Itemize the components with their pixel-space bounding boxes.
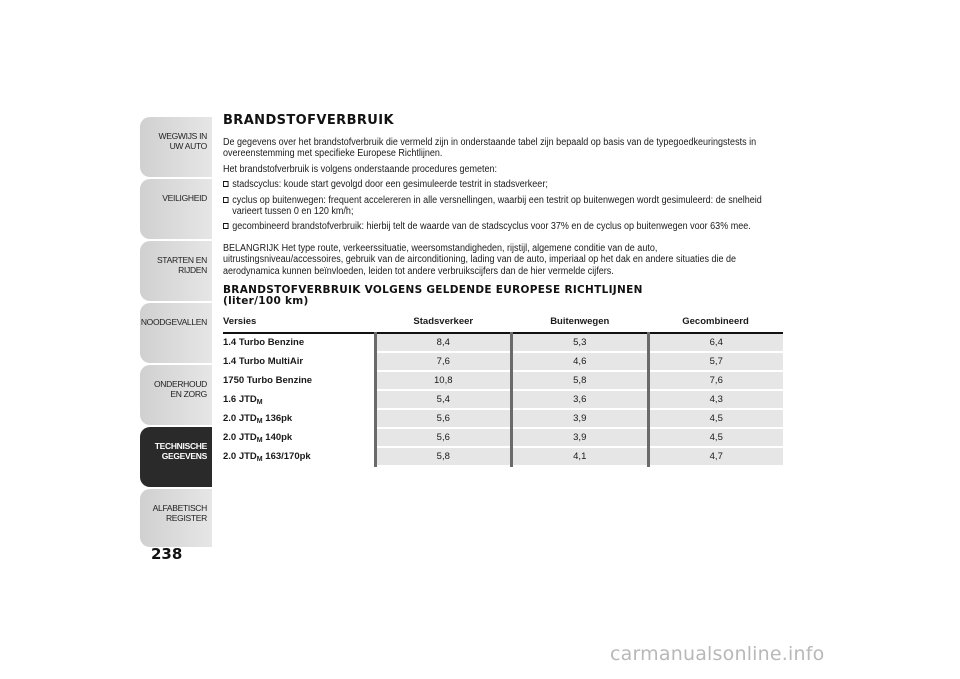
buitenwegen-cell: 5,3 [512, 333, 648, 352]
bullet-text: stadscyclus: koude start gevolgd door een gesimuleerde testrit in stadsverkeer; [232, 179, 548, 191]
stadsverkeer-cell: 5,8 [375, 447, 511, 466]
section-title: BRANDSTOFVERBRUIK [223, 113, 394, 128]
gecombineerd-cell: 7,6 [648, 371, 783, 390]
version-cell: 1.4 Turbo Benzine [223, 333, 375, 352]
header-stadsverkeer: Stadsverkeer [375, 316, 511, 333]
stadsverkeer-cell: 5,6 [375, 428, 511, 447]
table-row [223, 428, 783, 447]
table-title [223, 285, 783, 307]
bullet-item [223, 221, 775, 232]
buitenwegen-cell: 4,6 [512, 352, 648, 371]
version-cell: 2.0 $JTD_M$ 140pk [223, 428, 375, 447]
buitenwegen-cell: 3,6 [512, 390, 648, 409]
gecombineerd-cell: 5,7 [648, 352, 783, 371]
bullet-item [223, 179, 775, 190]
buitenwegen-cell: 4,1 [512, 447, 648, 466]
tab-wegwijs[interactable]: WEGWIJS IN UW AUTO [140, 117, 212, 177]
stadsverkeer-cell: 8,4 [375, 333, 511, 352]
checkbox-bullet-icon [223, 223, 229, 229]
tab-veiligheid[interactable]: VEILIGHEID [140, 179, 212, 239]
tab-alfabetisch-register[interactable]: ALFABETISCH REGISTER [140, 489, 212, 547]
section-body [223, 137, 775, 277]
stadsverkeer-cell: 10,8 [375, 371, 511, 390]
header-buitenwegen: Buitenwegen [512, 316, 648, 333]
stadsverkeer-cell: 5,6 [375, 409, 511, 428]
gecombineerd-cell: 4,5 [648, 409, 783, 428]
chapter-tabs [140, 117, 212, 549]
version-cell: 1.6 $JTD_M$ [223, 390, 375, 409]
stadsverkeer-cell: 5,4 [375, 390, 511, 409]
procedures-intro: Het brandstofverbruik is volgens onderstaande procedures gemeten: [223, 163, 498, 175]
version-cell: 1.4 Turbo MultiAir [223, 352, 375, 371]
consumption-table [223, 316, 783, 467]
page-number: 238 [151, 545, 183, 563]
gecombineerd-cell: 6,4 [648, 333, 783, 352]
table-title-line1: BRANDSTOFVERBRUIK VOLGENS GELDENDE EUROPESE RICHTLIJNEN [223, 284, 643, 297]
gecombineerd-cell: 4,7 [648, 447, 783, 466]
bullet-item [223, 195, 775, 218]
table-row [223, 352, 783, 371]
main-content [223, 113, 783, 467]
intro-paragraph: De gegevens over het brandstofverbruik die vermeld zijn in onderstaande tabel zijn bepaald op basis van de typegoedkeuringstests in overeenstemming met specifieke Europese Richtlijnen. [223, 137, 757, 160]
table-row [223, 390, 783, 409]
header-versies: Versies [223, 316, 375, 333]
important-note: BELANGRIJK Het type route, verkeerssituatie, weersomstandigheden, rijstijl, algemene conditie van de auto, uitrustingsniveau/accessoires, gebruik van de airconditioning, lading van de auto, imperiaal op het dak en andere situaties die de aerodynamica kunnen beïnvloeden, leiden tot andere verbruikscijfers dan de hier vermelde cijfers. [223, 242, 737, 277]
table-row [223, 447, 783, 466]
bullet-text: gecombineerd brandstofverbruik: hierbij telt de waarde van de stadscyclus voor 37% en de cyclus op buitenwegen voor 63% mee. [232, 221, 751, 233]
checkbox-bullet-icon [223, 197, 229, 203]
table-row [223, 409, 783, 428]
buitenwegen-cell: 5,8 [512, 371, 648, 390]
buitenwegen-cell: 3,9 [512, 428, 648, 447]
tab-technische-gegevens[interactable]: TECHNISCHE GEGEVENS [140, 427, 212, 487]
stadsverkeer-cell: 7,6 [375, 352, 511, 371]
table-row [223, 333, 783, 352]
version-cell: 2.0 $JTD_M$ 136pk [223, 409, 375, 428]
checkbox-bullet-icon [223, 181, 229, 187]
bullet-text: cyclus op buitenwegen: frequent accelereren in alle versnellingen, waarbij een testrit op buitenwegen wordt gesimuleerd: de snelheid varieert tussen 0 en 120 km/h; [232, 194, 762, 218]
buitenwegen-cell: 3,9 [512, 409, 648, 428]
version-cell: 1750 Turbo Benzine [223, 371, 375, 390]
watermark: carmanualsonline.info [610, 643, 825, 665]
table-row [223, 371, 783, 390]
table-title-line2: (liter/100 km) [223, 295, 309, 308]
gecombineerd-cell: 4,3 [648, 390, 783, 409]
version-cell: 2.0 $JTD_M$ 163/170pk [223, 447, 375, 466]
table-header-row [223, 316, 783, 333]
tab-noodgevallen[interactable]: NOODGEVALLEN [140, 303, 212, 363]
tab-onderhoud-en-zorg[interactable]: ONDERHOUD EN ZORG [140, 365, 212, 425]
gecombineerd-cell: 4,5 [648, 428, 783, 447]
header-gecombineerd: Gecombineerd [648, 316, 783, 333]
tab-starten-en-rijden[interactable]: STARTEN EN RIJDEN [140, 241, 212, 301]
